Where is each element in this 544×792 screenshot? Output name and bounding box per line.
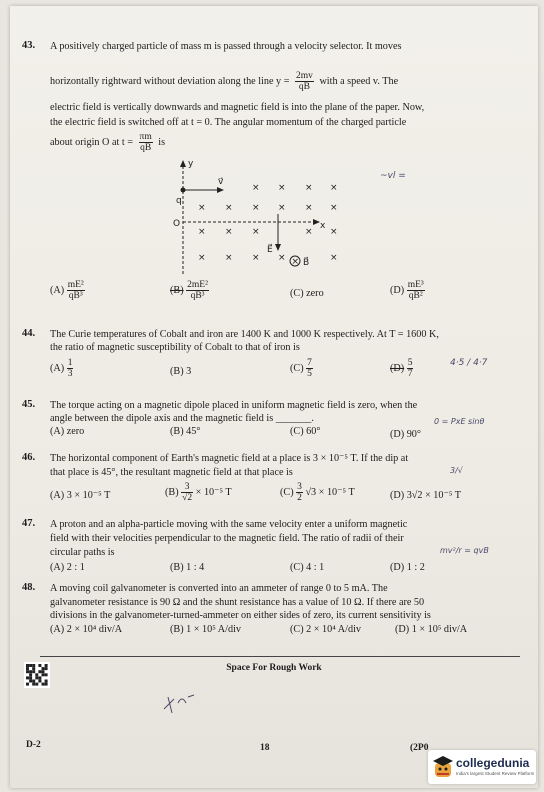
option-d: (D) 3√2 × 10⁻⁵ T [390, 490, 462, 501]
option-b: (B) 3 [170, 366, 192, 377]
question-text: The Curie temperatures of Cobalt and iron are 1400 K and 1000 K respectively. At T = 1600 K, [50, 329, 439, 340]
y-axis-label: y [188, 159, 194, 169]
question-text: that place is 45°, the resultant magnetic field at that place is [50, 467, 293, 478]
field-cross: × [225, 227, 233, 237]
field-cross: × [305, 227, 313, 237]
field-cross: × [225, 203, 233, 213]
question-text: the electric field is switched off at t = 0. The angular momentum of the charged particle [50, 117, 407, 128]
field-cross: × [252, 203, 260, 213]
origin-label: O [173, 219, 181, 229]
question-text: divisions in the galvanometer-turned-ammeter on either sides of zero, its current sensitivity is [50, 610, 431, 621]
field-cross: × [330, 183, 338, 193]
handwritten-note: 3/√ [450, 466, 463, 475]
field-cross: × [330, 203, 338, 213]
question-number: 43. [22, 40, 36, 51]
question-text: about origin O at t = $\frac{\pi m}{qB}$ is [50, 132, 166, 153]
field-cross: × [252, 227, 260, 237]
question-text: field with their velocities perpendicular to the magnetic field. The ratio of radii of their [50, 533, 404, 544]
question-text: angle between the dipole axis and the magnetic field is _______. [50, 413, 314, 424]
handwritten-note: mv²/r = qvB [440, 546, 489, 555]
option-d: (D) 1 × 10⁵ div/A [395, 624, 468, 635]
question-number: 48. [22, 582, 36, 593]
field-cross: × [225, 253, 233, 263]
option-a: (A) 2 × 10⁴ div/A [50, 624, 123, 635]
exam-page [10, 6, 538, 788]
question-text: horizontally rightward without deviation along the line y = $\frac{2mv}{qB}$ with a speed v. The [50, 71, 399, 92]
option-b: (B) 45° [170, 426, 201, 437]
option-a: (A) $\frac{1}{3}$ [50, 358, 73, 379]
handwritten-note: 4·5 / 4·7 [450, 358, 488, 368]
option-c: (C) $\frac{3}{2}$ √3 × 10⁻⁵ T [280, 482, 355, 503]
graduate-logo-icon [432, 755, 454, 779]
handwritten-note: 0 = PxE sinθ [434, 417, 485, 426]
handwritten-note: ~vl = [380, 171, 406, 181]
paper-code-right: (2P0 [410, 743, 429, 753]
question-text: circular paths is [50, 547, 115, 558]
question-number: 44. [22, 328, 36, 339]
option-a: (A) 2 : 1 [50, 562, 85, 573]
field-cross: × [252, 253, 260, 263]
option-d: (D) $\frac{\text{mE³}}{\text{qB²}}$ [390, 280, 424, 301]
qr-code [24, 662, 50, 688]
field-cross: × [330, 227, 338, 237]
option-c: (C) zero [290, 288, 324, 299]
field-cross: × [305, 203, 313, 213]
option-b: (B) 1 × 10⁵ A/div [170, 624, 241, 635]
field-cross: × [305, 183, 313, 193]
field-cross: × [278, 203, 286, 213]
question-number: 47. [22, 518, 36, 529]
page-number: 18 [260, 743, 270, 753]
question-text: galvanometer resistance is 90 Ω and the shunt resistance has a value of 10 Ω. If there are 50 [50, 597, 425, 608]
x-axis-label: x [320, 221, 326, 231]
field-cross: × [330, 253, 338, 263]
option-c: (C) 2 × 10⁴ A/div [290, 624, 361, 635]
field-cross: × [198, 227, 206, 237]
question-number: 45. [22, 399, 36, 410]
field-cross: × [198, 203, 206, 213]
question-text: A positively charged particle of mass m is passed through a velocity selector. It moves [50, 41, 402, 52]
magnetic-field-diagram [170, 156, 370, 281]
option-a: (A) $\frac{\text{mE²}}{\text{qB³}}$ [50, 280, 84, 301]
question-text: A moving coil galvanometer is converted into an ammeter of range 0 to 5 mA. The [50, 583, 388, 594]
question-number: 46. [22, 452, 36, 463]
option-b: (B) $\frac{\text{2mE²}}{\text{qB³}}$ [170, 280, 208, 301]
option-c: (C) 60° [290, 426, 321, 437]
question-text: electric field is vertically downwards and magnetic field is into the plane of the paper. Now, [50, 102, 425, 113]
svg-text:×: × [291, 257, 300, 267]
velocity-label: v⃗ [218, 177, 224, 187]
field-cross: × [278, 253, 286, 263]
handwritten-scribble [160, 689, 200, 719]
field-cross: × [278, 183, 286, 193]
magnetic-field-label: B⃗ [303, 258, 310, 268]
option-b: (B) $\frac{3}{√2}$ × 10⁻⁵ T [165, 482, 232, 503]
question-text: the ratio of magnetic susceptibility of Cobalt to that of iron is [50, 342, 300, 353]
brand-tagline: India's largest Student Review Platform [456, 771, 534, 776]
charge-label: q [176, 196, 182, 206]
question-text: A proton and an alpha-particle moving with the same velocity enter a uniform magnetic [50, 519, 408, 530]
option-d: (D) $\frac{5}{7}$ [390, 358, 413, 379]
divider [40, 656, 520, 657]
option-c: (C) 4 : 1 [290, 562, 325, 573]
option-c: (C) $\frac{7}{5}$ [290, 358, 312, 379]
question-text: The torque acting on a magnetic dipole placed in uniform magnetic field is zero, when the [50, 400, 418, 411]
field-cross: × [198, 253, 206, 263]
rough-work-label: Space For Rough Work [226, 663, 322, 673]
brand-name: collegedunia [456, 756, 530, 770]
electric-field-label: E⃗ [267, 245, 273, 255]
paper-code: D-2 [26, 740, 41, 750]
option-a: (A) zero [50, 426, 85, 437]
option-a: (A) 3 × 10⁻⁵ T [50, 490, 111, 501]
option-d: (D) 1 : 2 [390, 562, 425, 573]
field-cross: × [252, 183, 260, 193]
question-text: The horizontal component of Earth's magnetic field at a place is 3 × 10⁻⁵ T. If the dip at [50, 453, 409, 464]
option-d: (D) 90° [390, 429, 421, 440]
brand-badge[interactable] [428, 750, 536, 784]
option-b: (B) 1 : 4 [170, 562, 205, 573]
